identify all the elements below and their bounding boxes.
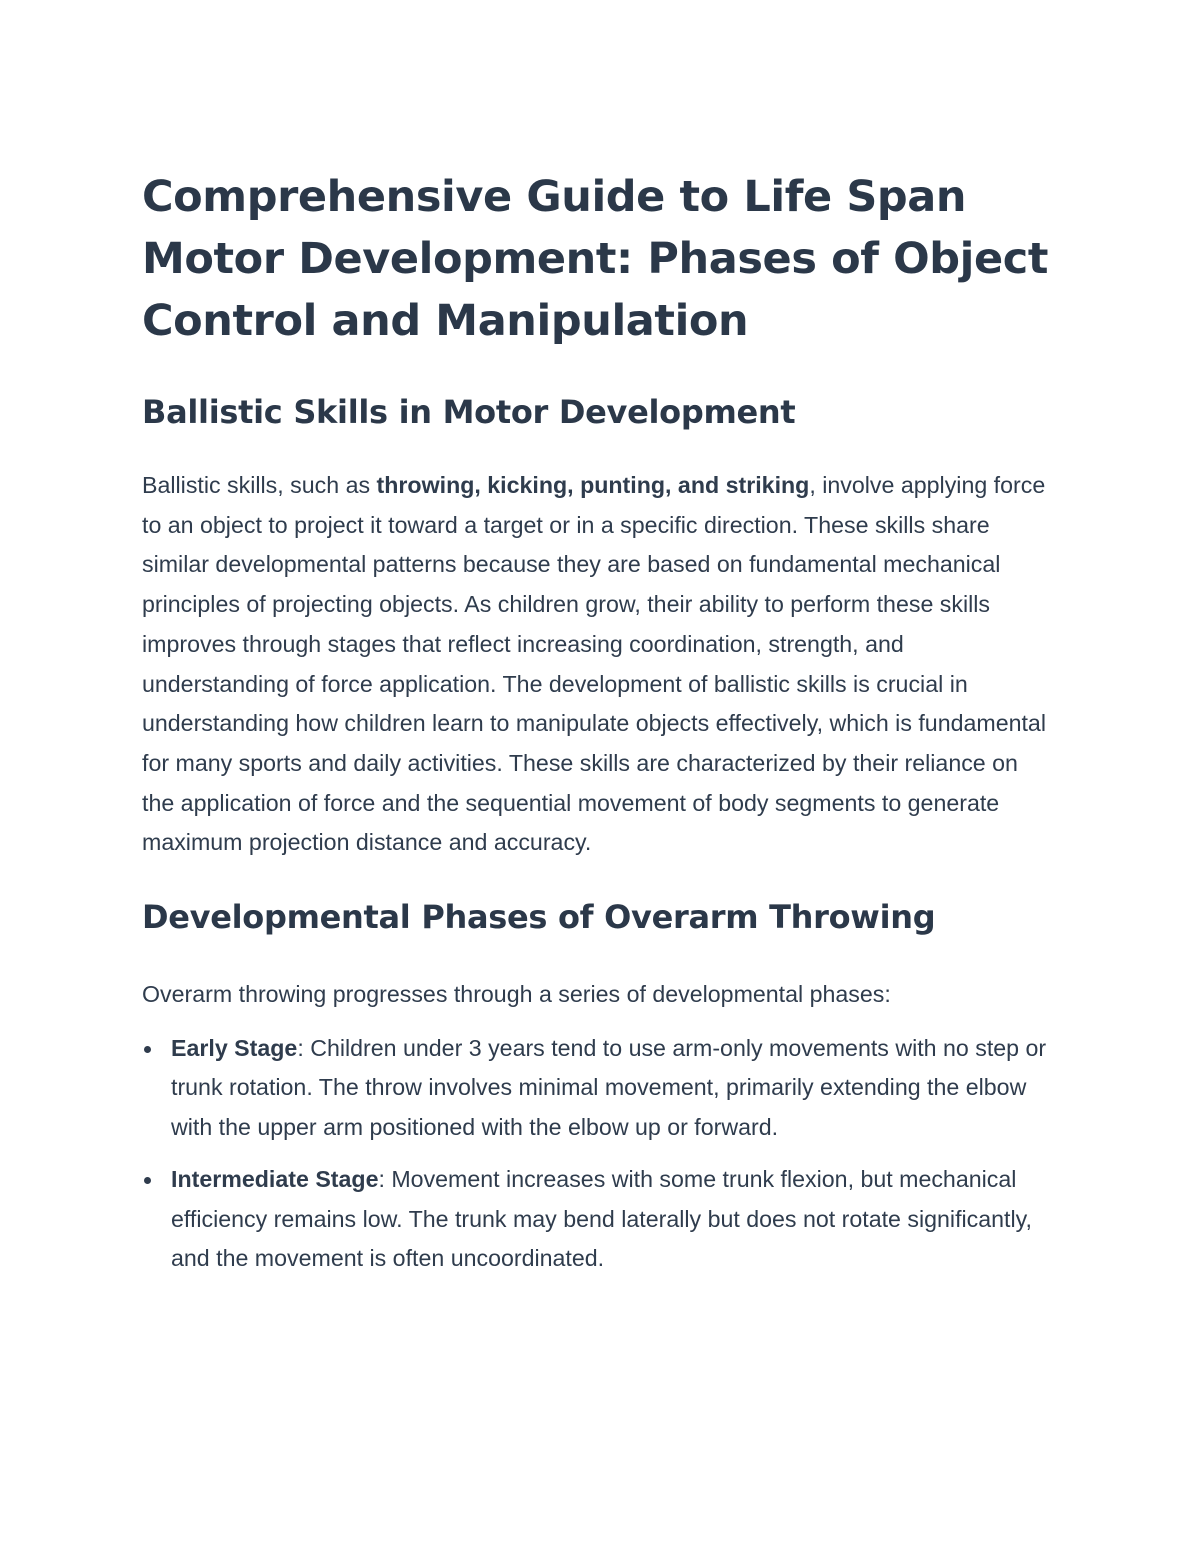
section-heading-ballistic-skills: Ballistic Skills in Motor Development <box>142 393 796 431</box>
bullet-icon <box>144 1177 151 1184</box>
document-page <box>142 166 1054 1279</box>
list-item <box>142 1029 1054 1148</box>
section-heading-overarm-throwing: Developmental Phases of Overarm Throwing <box>142 898 936 937</box>
list-item-label: Early Stage <box>171 1034 298 1061</box>
paragraph-text: Ballistic skills, such as <box>142 472 377 498</box>
overarm-intro-paragraph: Overarm throwing progresses through a series of developmental phases: <box>142 981 891 1008</box>
page-title: Comprehensive Guide to Life Span Motor Development: Phases of Object Control and Manipulation <box>142 172 1048 346</box>
list-item-text: : Movement increases with some trunk flexion, but mechanical efficiency remains low. The trunk may bend laterally but does not rotate significantly, and the movement is often uncoordinated. <box>171 1165 1032 1272</box>
phase-list <box>142 1029 1054 1279</box>
paragraph-text: , involve applying force to an object to project it toward a target or in a specific direction. These skills share similar developmental patterns because they are based on fundamental mechanical principles of projecting objects. As children grow, their ability to perform these skills improves through stages that reflect increasing coordination, strength, and understanding of force application. The development of ballistic skills is crucial in understanding how children learn to manipulate objects effectively, which is fundamental for many sports and daily activities. These skills are characterized by their reliance on the application of force and the sequential movement of body segments to generate maximum projection distance and accuracy. <box>142 472 1046 856</box>
list-item <box>142 1160 1054 1279</box>
bullet-icon <box>144 1046 151 1053</box>
list-item-label: Intermediate Stage <box>171 1165 379 1192</box>
skills-emphasis: throwing, kicking, punting, and striking <box>376 472 810 498</box>
ballistic-skills-paragraph <box>142 466 1054 863</box>
list-item-text: : Children under 3 years tend to use arm-only movements with no step or trunk rotation. The throw involves minimal movement, primarily extending the elbow with the upper arm positioned with the elbow up or forward. <box>171 1034 1047 1141</box>
